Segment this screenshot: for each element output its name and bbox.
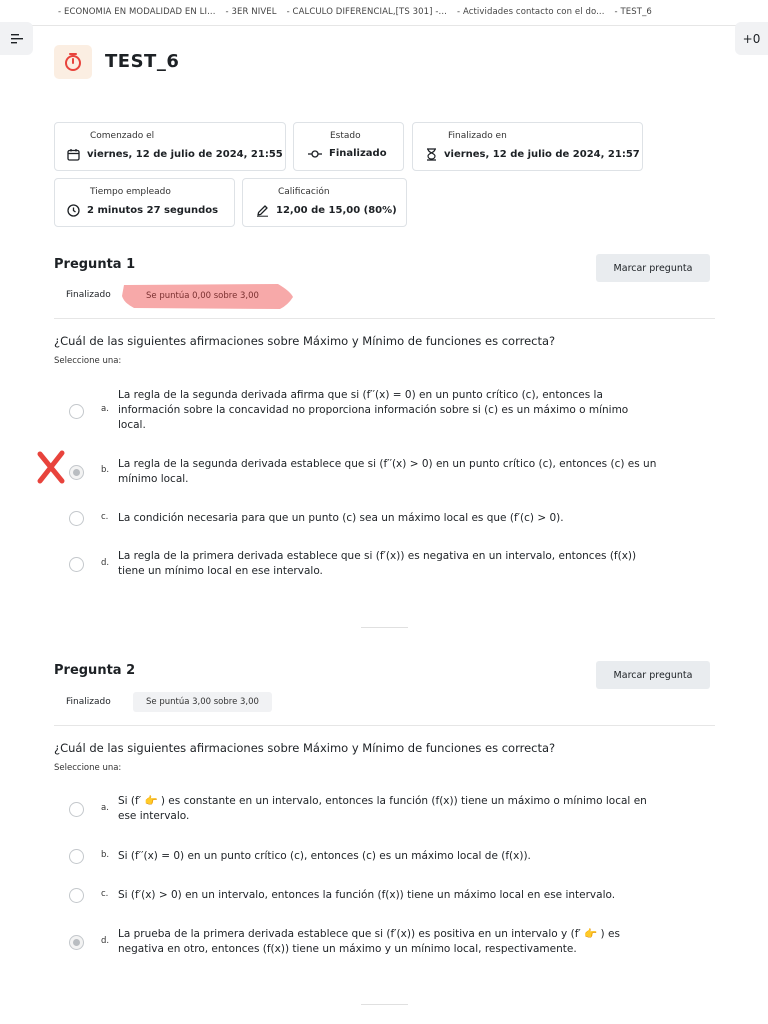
pointing-hand-icon: 👉 xyxy=(144,795,158,807)
answer-letter: b. xyxy=(101,465,110,475)
answer-radio[interactable] xyxy=(69,888,84,903)
grade-value-row xyxy=(256,204,397,217)
breadcrumb-item[interactable]: - ECONOMÍA EN MODALIDAD EN LÍ... xyxy=(58,7,216,17)
flag-question-button[interactable]: Marcar pregunta xyxy=(596,661,710,689)
answer-radio-selected[interactable] xyxy=(69,935,84,950)
question-grade-badge: Se puntúa 3,00 sobre 3,00 xyxy=(133,692,272,712)
grade-label: Calificación xyxy=(278,187,330,197)
answer-letter: a. xyxy=(101,803,109,813)
flag-question-button[interactable]: Marcar pregunta xyxy=(596,254,710,282)
state-card xyxy=(293,122,404,171)
breadcrumb-item[interactable]: - TEST_6 xyxy=(614,7,652,17)
hourglass-icon xyxy=(426,148,437,161)
answer-text: Si (f′(x) > 0) en un intervalo, entonces la función (f(x)) tiene un máximo local en ese intervalo. xyxy=(118,889,616,901)
answer-radio[interactable] xyxy=(69,802,84,817)
breadcrumb-item[interactable]: - Actividades contacto con el do... xyxy=(456,7,605,17)
answer-letter: d. xyxy=(101,936,110,946)
question-prompt: Seleccione una: xyxy=(54,356,122,366)
header-divider xyxy=(0,25,768,26)
question-end-divider xyxy=(361,627,408,628)
finished-label: Finalizado en xyxy=(448,131,507,141)
breadcrumb-item[interactable]: - CÁLCULO DIFERENCIAL,[TS 301] -... xyxy=(286,7,447,17)
answer-text: La condición necesaria para que un punto (c) sea un máximo local es que (f′(c) > 0). xyxy=(118,512,564,524)
finished-value-row xyxy=(426,148,640,161)
question-info-divider xyxy=(54,725,715,726)
answer-radio[interactable] xyxy=(69,404,84,419)
incorrect-x-mark xyxy=(37,450,65,484)
grade-card xyxy=(242,178,407,227)
started-card xyxy=(54,122,286,171)
state-value-row xyxy=(308,148,387,159)
question-state: Finalizado xyxy=(66,697,111,707)
page-title: TEST_6 xyxy=(105,51,180,72)
answer-text: La prueba de la primera derivada establece que si (f′(x)) es positiva en un intervalo y (f′ 👉 ) es negativa en otro, entonces (f(x)) tiene un máximo y un mínimo local, respectivamente. xyxy=(118,928,620,955)
grade-value: 12,00 de 15,00 (80%) xyxy=(276,205,397,216)
answer-text: Si (f′ 👉 ) es constante en un intervalo, entonces la función (f(x)) tiene un máximo o mínimo local en ese intervalo. xyxy=(118,795,647,822)
commit-icon xyxy=(308,149,322,159)
menu-icon xyxy=(11,34,23,44)
breadcrumb xyxy=(58,7,708,23)
duration-value: 2 minutos 27 segundos xyxy=(87,205,219,216)
question-text: ¿Cuál de las siguientes afirmaciones sobre Máximo y Mínimo de funciones es correcta? xyxy=(54,334,556,348)
answer-letter: a. xyxy=(101,404,109,414)
question-state: Finalizado xyxy=(66,290,111,300)
answer-text: La regla de la segunda derivada establece que si (f′′(x) > 0) en un punto crítico (c), entonces (c) es un mínimo local. xyxy=(118,458,657,485)
question-grade-badge: Se puntúa 0,00 sobre 3,00 xyxy=(146,291,259,301)
question-text: ¿Cuál de las siguientes afirmaciones sobre Máximo y Mínimo de funciones es correcta? xyxy=(54,741,556,755)
question-info-divider xyxy=(54,318,715,319)
answer-letter: b. xyxy=(101,850,110,860)
clock-icon xyxy=(67,204,80,217)
answer-text: Si (f′′(x) = 0) en un punto crítico (c), entonces (c) es un máximo local de (f(x)). xyxy=(118,850,531,862)
breadcrumb-item[interactable]: - 3ER NIVEL xyxy=(225,7,277,17)
pencil-icon xyxy=(256,204,269,217)
started-value-row xyxy=(67,148,283,161)
quiz-icon-box xyxy=(54,45,92,79)
block-drawer-label: +0 xyxy=(742,31,761,46)
open-course-index-button[interactable] xyxy=(0,22,33,55)
duration-label: Tiempo empleado xyxy=(90,187,171,197)
answer-letter: c. xyxy=(101,889,109,899)
answer-text: La regla de la primera derivada establece que si (f′(x)) es negativa en un intervalo, entonces (f(x)) tiene un mínimo local en ese intervalo. xyxy=(118,550,637,577)
open-block-drawer-button[interactable] xyxy=(735,22,768,55)
state-value: Finalizado xyxy=(329,148,387,159)
answer-radio[interactable] xyxy=(69,557,84,572)
started-label: Comenzado el xyxy=(90,131,155,141)
calendar-icon xyxy=(67,148,80,161)
state-label: Estado xyxy=(330,131,361,141)
question-prompt: Seleccione una: xyxy=(54,763,122,773)
answer-radio[interactable] xyxy=(69,511,84,526)
answer-letter: d. xyxy=(101,558,110,568)
answer-letter: c. xyxy=(101,512,109,522)
question-end-divider xyxy=(361,1004,408,1005)
question-title: Pregunta 2 xyxy=(54,663,136,678)
pointing-hand-icon: 👉 xyxy=(584,928,598,940)
finished-value: viernes, 12 de julio de 2024, 21:57 xyxy=(444,149,640,160)
answer-radio-selected[interactable] xyxy=(69,465,84,480)
stopwatch-icon xyxy=(63,52,83,72)
duration-value-row xyxy=(67,204,218,217)
answer-radio[interactable] xyxy=(69,849,84,864)
answer-text: La regla de la segunda derivada afirma que si (f′′(x) = 0) en un punto crítico (c), entonces la información sobre la concavidad no proporciona información sobre si (c) es un máximo o mínimo local. xyxy=(118,389,629,431)
finished-card xyxy=(412,122,643,171)
question-title: Pregunta 1 xyxy=(54,257,136,272)
duration-card xyxy=(54,178,235,227)
started-value: viernes, 12 de julio de 2024, 21:55 xyxy=(87,149,283,160)
